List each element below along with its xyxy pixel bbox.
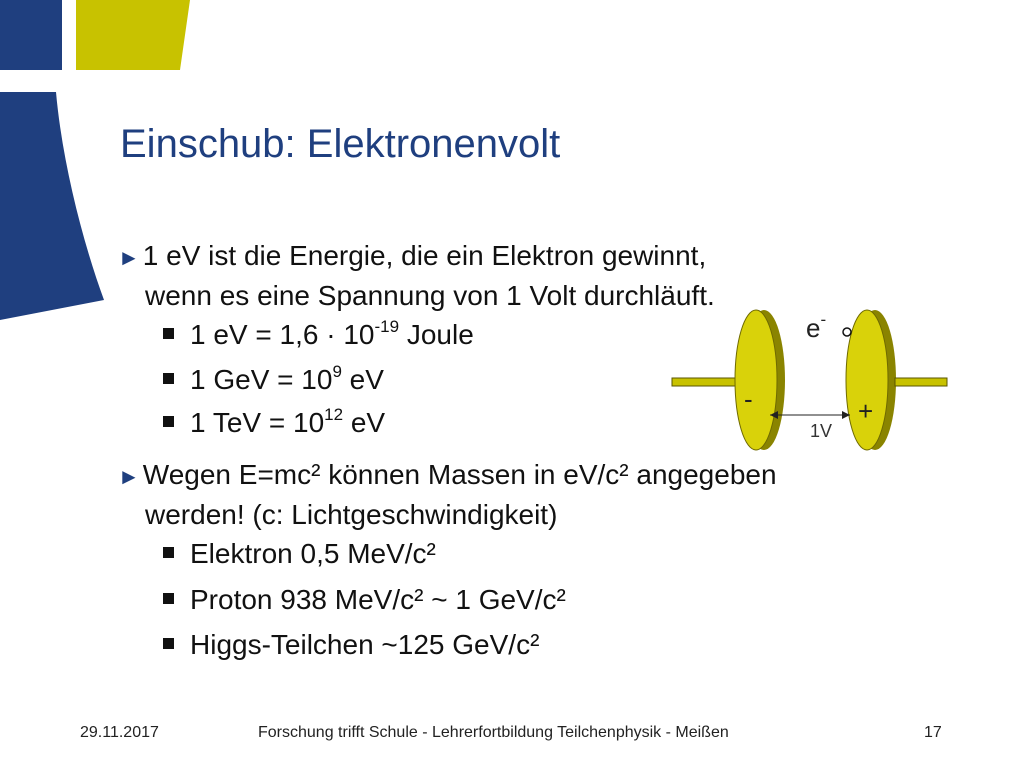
bullet-line: Wegen E=mc² können Massen in eV/c² angegeben: [142, 459, 777, 490]
sub-item-proton: Proton 938 MeV/c² ~ 1 GeV/c²: [163, 581, 566, 619]
footer-date: 29.11.2017: [80, 724, 159, 741]
square-bullet-icon: [163, 638, 174, 649]
sub-item-electron: Elektron 0,5 MeV/c²: [163, 535, 436, 573]
bullet-energy-definition: [118, 237, 715, 315]
minus-label: -: [744, 384, 753, 414]
triangle-bullet-icon: ►: [118, 464, 140, 489]
olive-bar: [76, 0, 190, 70]
electron-label: e-: [806, 310, 827, 343]
plus-label: +: [858, 396, 874, 426]
voltage-label: 1V: [810, 421, 833, 441]
page-number: 17: [924, 724, 942, 741]
sub-item-joule: 1 eV = $1,6 \cdot 10^{-19}$ Joule: [163, 316, 474, 354]
sub-item-tev: 1 TeV = $10^{12}$ eV: [163, 404, 385, 442]
slide-title: Einschub: Elektronenvolt: [120, 122, 561, 166]
navy-square: [0, 0, 62, 70]
square-bullet-icon: [163, 328, 174, 339]
electron-dot: [843, 328, 851, 336]
bullet-mass-units: [118, 456, 777, 534]
left-plate: [735, 310, 777, 450]
bullet-line: wenn es eine Spannung von 1 Volt durchläuft.: [145, 280, 715, 311]
sub-item-higgs: Higgs-Teilchen ~125 GeV/c²: [163, 626, 539, 664]
footer-title: Forschung trifft Schule - Lehrerfortbildung Teilchenphysik - Meißen: [258, 724, 729, 741]
square-bullet-icon: [163, 547, 174, 558]
square-bullet-icon: [163, 593, 174, 604]
navy-curve-shape: [0, 92, 104, 320]
sub-item-gev: 1 GeV = $10^9$ eV: [163, 361, 384, 399]
bullet-line: werden! (c: Lichtgeschwindigkeit): [145, 499, 558, 530]
square-bullet-icon: [163, 416, 174, 427]
square-bullet-icon: [163, 373, 174, 384]
right-plate: [846, 310, 888, 450]
right-wire: [895, 378, 947, 386]
left-wire: [672, 378, 742, 386]
triangle-bullet-icon: ►: [118, 245, 140, 270]
bullet-line: 1 eV ist die Energie, die ein Elektron gewinnt,: [142, 240, 707, 271]
